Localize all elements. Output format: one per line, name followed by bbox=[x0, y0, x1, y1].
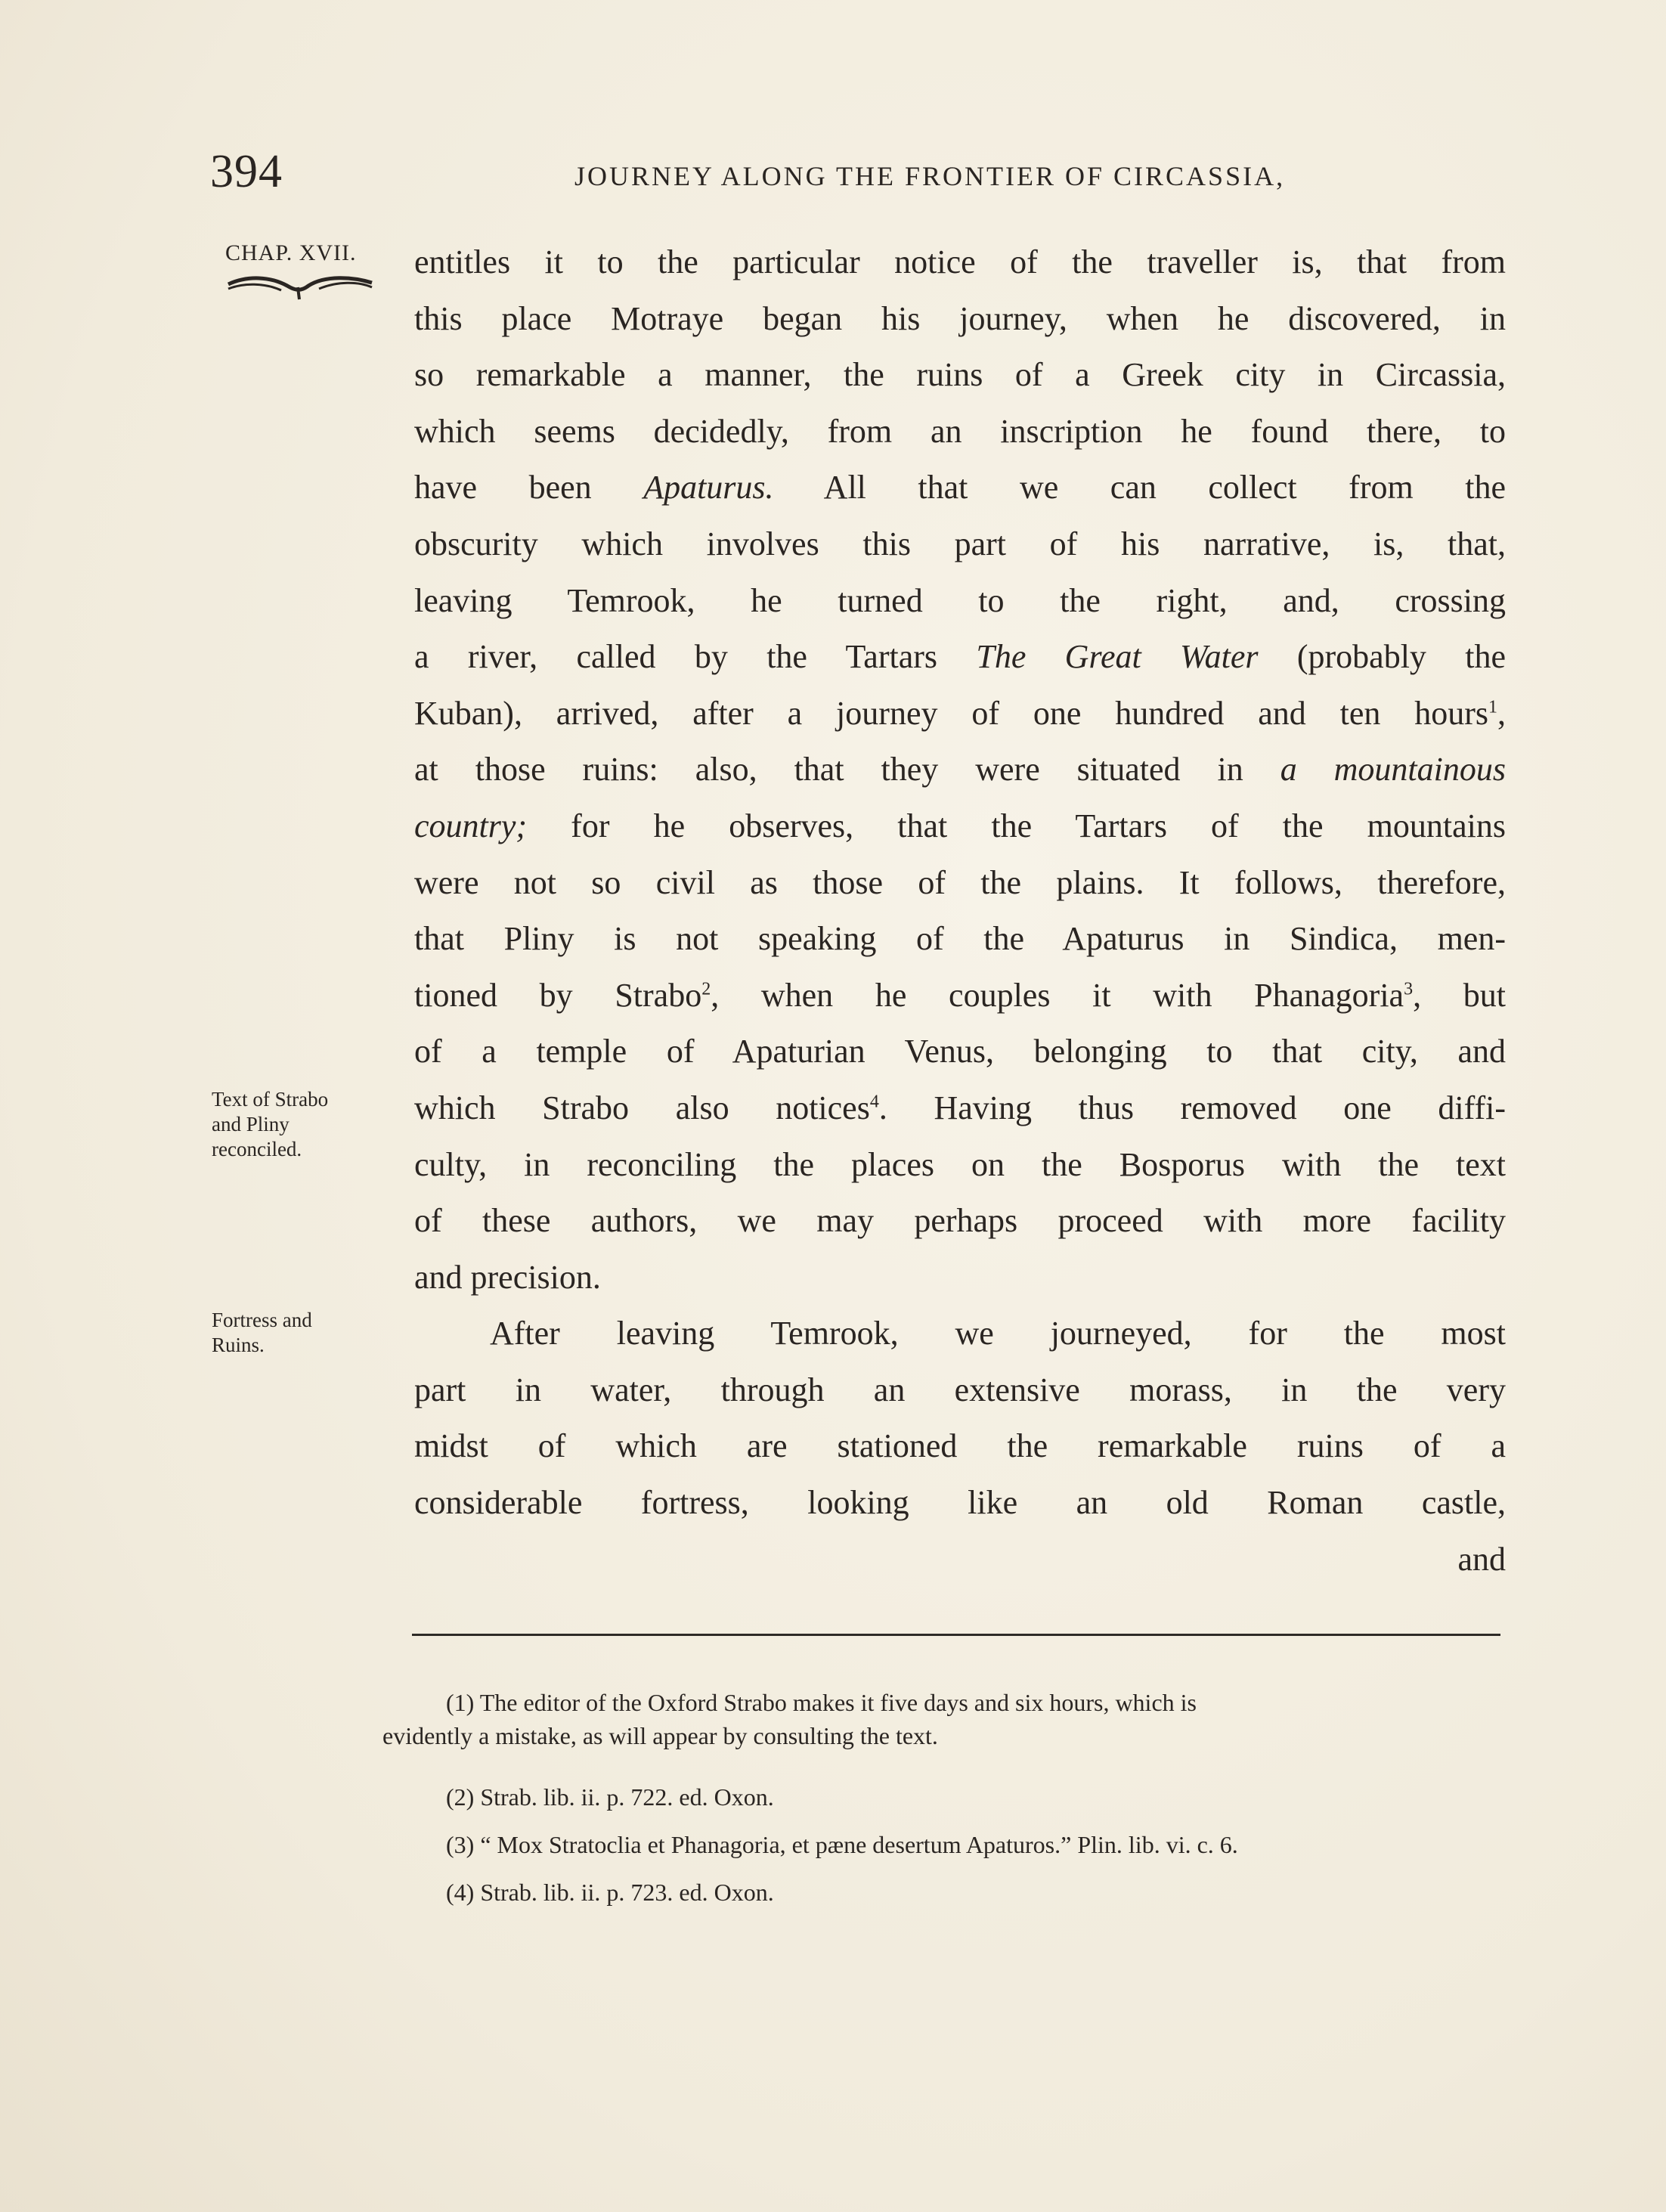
body-line: midst of which are stationed the remarkable ruins of a bbox=[414, 1427, 1506, 1465]
italic-title-apaturus: Apaturus. bbox=[643, 469, 774, 507]
body-line: part in water, through an extensive morass, in the very bbox=[414, 1371, 1506, 1408]
body-line: that Pliny is not speaking of the Apaturus in Sindica, men- bbox=[414, 920, 1506, 958]
body-line: of a temple of Apaturian Venus, belonging to that city, and bbox=[414, 1033, 1506, 1070]
footnote-ref: 1 bbox=[1488, 697, 1497, 717]
footnote-text: “ Mox Stratoclia et Phanagoria, et pæne desertum Apaturos.” Plin. lib. vi. c. 6. bbox=[474, 1831, 1238, 1858]
body-text bbox=[414, 234, 1506, 1588]
body-line: country; for he observes, that the Tartars of the mountains bbox=[414, 807, 1506, 844]
body-line: so remarkable a manner, the ruins of a Greek city in Circassia, bbox=[414, 356, 1506, 394]
body-line: obscurity which involves this part of his narrative, is, that, bbox=[414, 525, 1506, 562]
body-line: Kuban), arrived, after a journey of one hundred and ten hours$^1$, bbox=[414, 694, 1506, 732]
body-line: considerable fortress, looking like an old Roman castle, bbox=[414, 1484, 1506, 1522]
chapter-label: CHAP. XVII. bbox=[225, 240, 357, 265]
body-line: leaving Temrook, he turned to the right, and, crossing bbox=[414, 581, 1506, 619]
body-line: have been Apaturus. All that we can collect from the bbox=[414, 469, 1507, 507]
footnote-number: (4) bbox=[446, 1879, 475, 1906]
footnote-ref: 4 bbox=[869, 1092, 879, 1112]
body-line: which seems decidedly, from an inscription he found there, to bbox=[414, 412, 1506, 450]
catchword: and bbox=[1457, 1540, 1506, 1578]
marginal-note-line: Fortress and bbox=[212, 1309, 312, 1331]
body-line: tioned by Strabo$^2$, when he couples it with Phanagoria$^3$, but bbox=[414, 976, 1506, 1014]
footnote-ref: 2 bbox=[701, 979, 711, 999]
footnote-number: (3) bbox=[446, 1831, 475, 1858]
italic-mountainous: a mountainous bbox=[1280, 751, 1506, 788]
footnote-text-continued: evidently a mistake, as will appear by consulting the text. bbox=[382, 1722, 938, 1749]
body-line: of these authors, we may perhaps proceed with more facility bbox=[414, 1202, 1506, 1240]
footnote-ref: 3 bbox=[1404, 979, 1414, 999]
footnote-text: Strab. lib. ii. p. 723. ed. Oxon. bbox=[474, 1879, 774, 1906]
body-line: and precision. bbox=[414, 1258, 601, 1296]
italic-country: country; bbox=[414, 807, 528, 844]
footnote-text: The editor of the Oxford Strabo makes it five days and six hours, which is bbox=[474, 1689, 1197, 1716]
footnote-3 bbox=[414, 1828, 1509, 1861]
body-line: After leaving Temrook, we journeyed, for the most bbox=[490, 1315, 1506, 1352]
footnote-number: (1) bbox=[446, 1689, 475, 1716]
chapter-ornament-icon bbox=[225, 272, 375, 302]
footnote-rule bbox=[412, 1634, 1500, 1636]
page-number: 394 bbox=[210, 146, 283, 197]
running-title: JOURNEY ALONG THE FRONTIER OF CIRCASSIA, bbox=[574, 161, 1286, 191]
italic-the-great-water: The Great Water bbox=[976, 638, 1259, 676]
body-line: this place Motraye began his journey, when he discovered, in bbox=[414, 299, 1506, 337]
footnote-1 bbox=[382, 1686, 1509, 1752]
body-line: which Strabo also notices$^4$. Having thus removed one diffi- bbox=[414, 1089, 1506, 1126]
body-line: entitles it to the particular notice of the traveller is, that from bbox=[414, 243, 1506, 280]
body-line: were not so civil as those of the plains. It follows, therefore, bbox=[414, 863, 1506, 901]
marginal-note-line: and Pliny bbox=[212, 1113, 290, 1135]
body-line: culty, in reconciling the places on the Bosporus with the text bbox=[414, 1145, 1506, 1183]
footnote-number: (2) bbox=[446, 1783, 475, 1811]
marginal-note-fortress bbox=[212, 1308, 386, 1358]
marginal-note-line: Ruins. bbox=[212, 1334, 265, 1356]
marginal-note-line: Text of Strabo bbox=[212, 1088, 329, 1111]
body-line: a river, called by the Tartars The Great Water (probably the bbox=[414, 638, 1507, 676]
marginal-note-line: reconciled. bbox=[212, 1138, 302, 1160]
footnote-2 bbox=[414, 1780, 1509, 1814]
footnote-text: Strab. lib. ii. p. 722. ed. Oxon. bbox=[474, 1783, 774, 1811]
marginal-note-strabo-pliny bbox=[212, 1087, 386, 1162]
body-line: at those ruins: also, that they were situated in a mountainous bbox=[414, 751, 1506, 788]
footnote-4 bbox=[414, 1876, 1509, 1909]
